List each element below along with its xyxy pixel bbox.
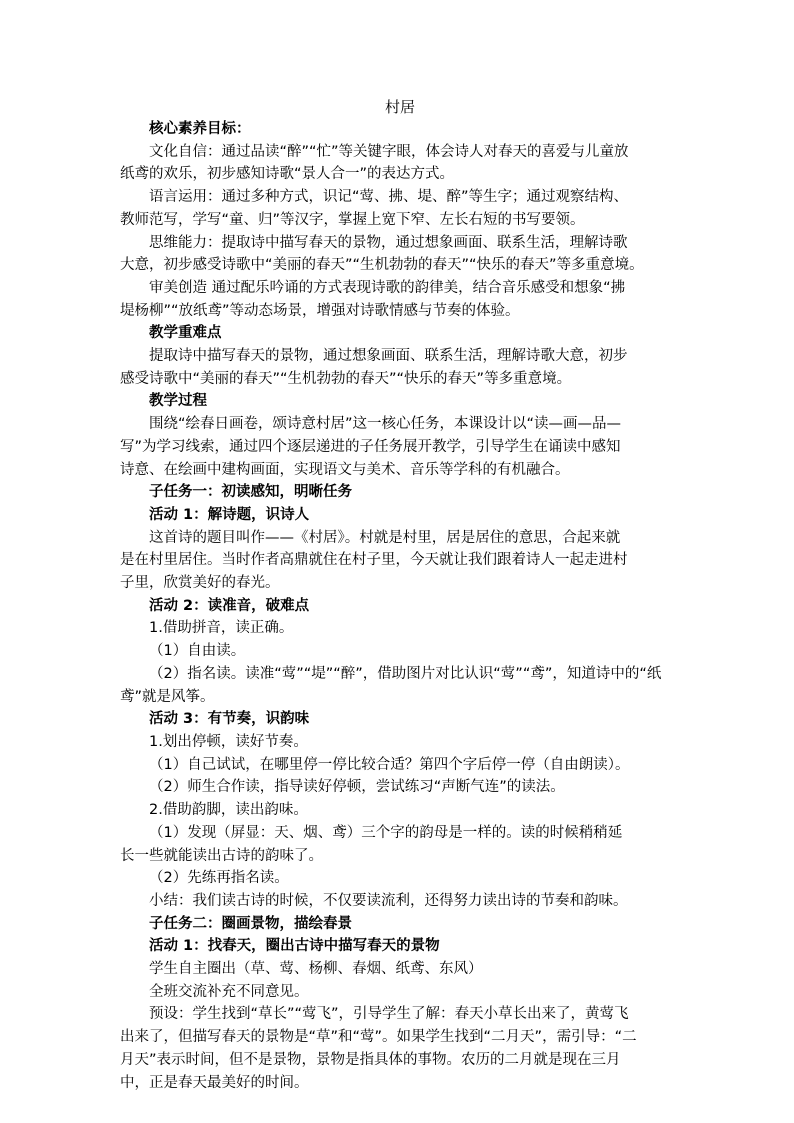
section-heading: 教学过程	[149, 393, 207, 410]
text-line: 月天”表示时间，但不是景物，景物是指具体的事物。农历的二月就是现在三月	[120, 1051, 621, 1068]
document-title: 村居	[384, 98, 415, 116]
text-line: 长一些就能读出古诗的韵味了。	[120, 847, 323, 864]
text-line: 堤杨柳”“放纸鸢”等动态场景，增强对诗歌情感与节奏的体验。	[120, 302, 520, 319]
text-line: 小结：我们读古诗的时候，不仅要读流利，还得努力读出诗的节奏和韵味。	[149, 892, 628, 909]
document-body	[120, 118, 680, 1094]
text-line: 围绕“绘春日画卷，颂诗意村居”这一核心任务，本课设计以“读—画—品—	[149, 416, 622, 433]
section-heading: 子任务一：初读感知，明晰任务	[149, 484, 352, 501]
text-line: 全班交流补充不同意见。	[149, 983, 309, 1000]
text-line: 诗意、在绘画中建构画面，实现语文与美术、音乐等学科的有机融合。	[120, 461, 570, 478]
section-heading: 教学重难点	[149, 325, 222, 342]
text-line: （1）自己试试，在哪里停一停比较合适？第四个字后停一停（自由朗读）。	[149, 756, 630, 773]
document-page	[120, 96, 680, 1094]
text-line: 提取诗中描写春天的景物，通过想象画面、联系生活，理解诗歌大意，初步	[149, 348, 628, 365]
text-line: 学生自主圈出（草、莺、杨柳、春烟、纸鸢、东风）	[149, 961, 483, 978]
text-line: 出来了，但描写春天的景物是“草”和“莺”。如果学生找到“二月天”，需引导：“二	[120, 1029, 637, 1046]
text-line: 纸鸢的欢乐，初步感知诗歌“景人合一”的表达方式。	[120, 166, 455, 183]
text-line: 1.借助拼音，读正确。	[149, 620, 294, 637]
text-line: 鸢”就是风筝。	[120, 688, 215, 705]
text-line: 文化自信：通过品读“醉”“忙”等关键字眼，体会诗人对春天的喜爱与儿童放	[149, 143, 629, 160]
section-heading: 活动 1：解诗题，识诗人	[149, 506, 310, 523]
section-heading: 活动 3：有节奏，识韵味	[149, 711, 310, 728]
text-line: （2）指名读。读准“莺”“堤”“醉”，借助图片对比认识“莺”“鸢”，知道诗中的“纸	[149, 665, 662, 682]
text-line: 语言运用：通过多种方式，识记“莺、拂、堤、醉”等生字；通过观察结构、	[149, 189, 629, 206]
text-line: 中，正是春天最美好的时间。	[120, 1074, 309, 1091]
text-line: 写”为学习线索，通过四个逐层递进的子任务展开教学，引导学生在诵读中感知	[120, 438, 621, 455]
text-line: 审美创造 通过配乐吟诵的方式表现诗歌的韵律美，结合音乐感受和想象“拂	[149, 279, 626, 296]
text-line: 1.划出停顿，读好节奏。	[149, 733, 308, 750]
section-heading: 活动 1：找春天，圈出古诗中描写春天的景物	[149, 938, 440, 955]
text-line: 2.借助韵脚，读出韵味。	[149, 802, 308, 819]
section-heading: 核心素养目标：	[149, 121, 251, 137]
text-line: 思维能力：提取诗中描写春天的景物，通过想象画面、联系生活，理解诗歌	[149, 234, 628, 251]
text-line: （2）师生合作读，指导读好停顿，尝试练习“声断气连”的读法。	[149, 779, 565, 796]
section-heading: 子任务二：圈画景物，描绘春景	[149, 915, 352, 932]
text-line: 是在村里居住。当时作者高鼎就住在村子里，今天就让我们跟着诗人一起走进村	[120, 552, 628, 569]
text-line: （1）自由读。	[149, 643, 246, 660]
text-line: 子里，欣赏美好的春光。	[120, 575, 280, 592]
text-line: 教师范写，学写“童、归”等汉字，掌握上宽下窄、左长右短的书写要领。	[120, 211, 585, 228]
text-line: 感受诗歌中“美丽的春天”“生机勃勃的春天”“快乐的春天”等多重意境。	[120, 370, 572, 387]
section-heading: 活动 2：读准音，破难点	[149, 597, 310, 614]
text-line: 大意，初步感受诗歌中“美丽的春天”“生机勃勃的春天”“快乐的春天”等多重意境。	[120, 257, 644, 274]
text-line: 这首诗的题目叫作——《村居》。村就是村里，居是居住的意思，合起来就	[149, 529, 621, 546]
text-line: （2）先练再指名读。	[149, 870, 289, 887]
text-line: 预设：学生找到“草长”“莺飞”，引导学生了解：春天小草长出来了，黄莺飞	[149, 1006, 629, 1023]
text-line: （1）发现（屏显：天、烟、鸢）三个字的韵母是一样的。读的时候稍稍延	[149, 824, 623, 841]
